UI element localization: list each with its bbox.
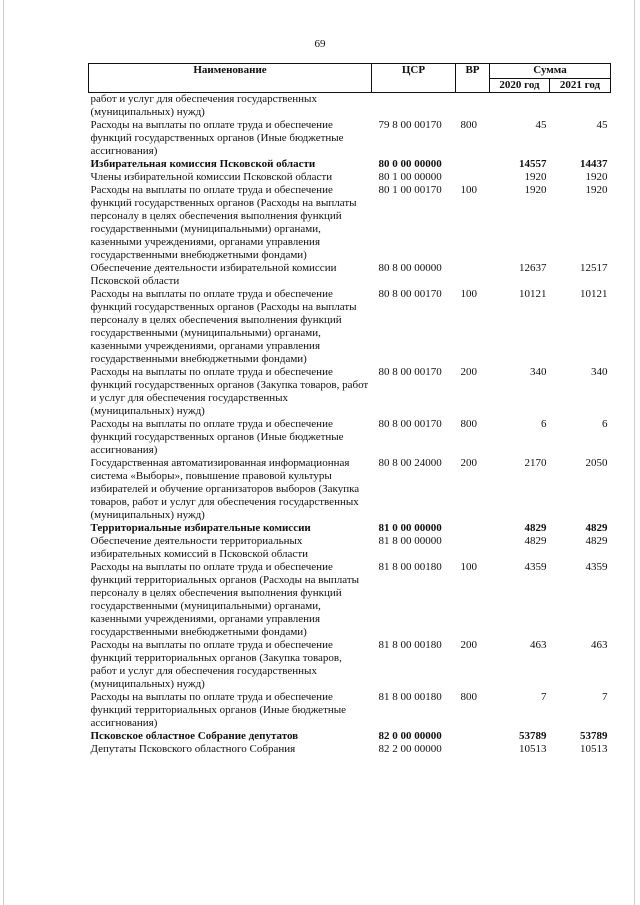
cell-vr xyxy=(456,535,490,561)
cell-2021 xyxy=(550,93,611,120)
cell-csr: 80 8 00 00170 xyxy=(378,288,442,300)
cell-name: Расходы на выплаты по оплате труда и обеспечение функций государственных органов (Иные бюджетные ассигнования) xyxy=(90,418,344,456)
table-row xyxy=(89,457,611,522)
cell-vr xyxy=(456,158,490,171)
cell-2020: 10513 xyxy=(519,743,547,755)
cell-vr: 200 xyxy=(460,457,477,469)
cell-csr: 81 8 00 00180 xyxy=(378,691,442,703)
cell-2021: 463 xyxy=(591,639,608,651)
cell-vr xyxy=(456,262,490,288)
cell-2020: 6 xyxy=(541,418,547,430)
cell-name: Расходы на выплаты по оплате труда и обеспечение функций государственных органов (Расходы на выплаты персоналу в целях обеспечения выполнения функций государственными (муниципальными) органами, казенными учреждениями, органами управления государственными внебюджетными фондами) xyxy=(90,184,357,261)
cell-csr: 80 1 00 00000 xyxy=(378,171,442,183)
header-sum: Сумма xyxy=(490,64,611,79)
cell-csr: 82 2 00 00000 xyxy=(378,743,442,755)
cell-2021: 340 xyxy=(591,366,608,378)
cell-vr xyxy=(456,730,490,743)
budget-table xyxy=(88,63,611,756)
cell-name: работ и услуг для обеспечения государственных (муниципальных) нужд) xyxy=(90,93,317,118)
cell-name: Расходы на выплаты по оплате труда и обеспечение функций государственных органов (Расходы на выплаты персоналу в целях обеспечения выполнения функций государственными (муниципальными) органами, казенными учреждениями, органами управления государственными внебюджетными фондами) xyxy=(90,288,357,365)
cell-2021: 10121 xyxy=(580,288,608,300)
cell-name: Расходы на выплаты по оплате труда и обеспечение функций государственных органов (Иные бюджетные ассигнования) xyxy=(90,119,344,157)
cell-2021: 1920 xyxy=(585,184,608,196)
header-csr: ЦСР xyxy=(372,64,456,93)
cell-name: Государственная автоматизированная информационная система «Выборы», повышение правовой культуры избирателей и обучение организаторов выборов (Закупка товаров, работ и услуг для обеспечения государственных (муниципальных) нужд) xyxy=(90,457,360,521)
cell-2020: 53789 xyxy=(519,730,547,742)
cell-name: Расходы на выплаты по оплате труда и обеспечение функций территориальных органов (Закупка товаров, работ и услуг для обеспечения государственных (муниципальных) нужд) xyxy=(90,639,342,690)
table-row xyxy=(89,119,611,158)
table-row xyxy=(89,639,611,691)
header-year-2021: 2021 год xyxy=(550,78,611,93)
table-row xyxy=(89,730,611,743)
table-row xyxy=(89,418,611,457)
cell-2021: 2050 xyxy=(585,457,608,469)
cell-name: Избирательная комиссия Псковской области xyxy=(90,158,316,170)
cell-csr xyxy=(372,93,456,120)
header-vr: ВР xyxy=(456,64,490,93)
table-row xyxy=(89,262,611,288)
header-year-2020: 2020 год xyxy=(490,78,550,93)
cell-csr: 80 8 00 24000 xyxy=(378,457,442,469)
cell-csr: 82 0 00 00000 xyxy=(378,730,442,742)
cell-2021: 4829 xyxy=(585,535,608,547)
page-number: 69 xyxy=(314,38,326,50)
cell-2020 xyxy=(490,93,550,120)
cell-csr: 80 8 00 00170 xyxy=(378,418,442,430)
cell-vr: 800 xyxy=(460,691,477,703)
table-row xyxy=(89,561,611,639)
cell-2021: 53789 xyxy=(580,730,608,742)
cell-2020: 12637 xyxy=(519,262,547,274)
cell-2021: 6 xyxy=(602,418,608,430)
cell-vr: 100 xyxy=(460,184,477,196)
cell-vr: 100 xyxy=(460,561,477,573)
cell-csr: 81 8 00 00180 xyxy=(378,561,442,573)
cell-vr: 100 xyxy=(460,288,477,300)
table-header xyxy=(89,64,611,93)
cell-2020: 10121 xyxy=(519,288,547,300)
cell-vr xyxy=(456,743,490,756)
cell-vr: 200 xyxy=(460,366,477,378)
cell-name: Псковское областное Собрание депутатов xyxy=(90,730,299,742)
cell-2021: 7 xyxy=(602,691,608,703)
table-row xyxy=(89,93,611,120)
table-row xyxy=(89,535,611,561)
cell-csr: 80 8 00 00000 xyxy=(378,262,442,274)
cell-csr: 81 0 00 00000 xyxy=(378,522,442,534)
cell-vr xyxy=(456,171,490,184)
header-name: Наименование xyxy=(89,64,372,93)
cell-2020: 45 xyxy=(535,119,547,131)
table-row xyxy=(89,288,611,366)
cell-csr: 80 0 00 00000 xyxy=(378,158,442,170)
table-row xyxy=(89,691,611,730)
cell-vr xyxy=(456,522,490,535)
cell-2020: 7 xyxy=(541,691,547,703)
cell-csr: 80 8 00 00170 xyxy=(378,366,442,378)
table-row xyxy=(89,158,611,171)
cell-2021: 14437 xyxy=(580,158,608,170)
cell-2020: 463 xyxy=(530,639,547,651)
scan-edge-left xyxy=(3,0,4,905)
cell-2020: 14557 xyxy=(519,158,547,170)
cell-vr: 800 xyxy=(460,418,477,430)
table-body xyxy=(89,93,611,757)
cell-name: Обеспечение деятельности избирательной комиссии Псковской области xyxy=(90,262,337,287)
cell-csr: 81 8 00 00180 xyxy=(378,639,442,651)
scan-edge-right xyxy=(634,0,635,905)
table-row xyxy=(89,743,611,756)
cell-vr: 800 xyxy=(460,119,477,131)
cell-name: Расходы на выплаты по оплате труда и обеспечение функций государственных органов (Закупка товаров, работ и услуг для обеспечения государственных (муниципальных) нужд) xyxy=(90,366,369,417)
cell-2021: 45 xyxy=(596,119,608,131)
cell-name: Члены избирательной комиссии Псковской области xyxy=(90,171,333,183)
cell-2021: 4359 xyxy=(585,561,608,573)
cell-2020: 4829 xyxy=(524,522,547,534)
cell-name: Территориальные избирательные комиссии xyxy=(90,522,311,534)
cell-2021: 1920 xyxy=(585,171,608,183)
table-row xyxy=(89,366,611,418)
cell-2020: 4829 xyxy=(524,535,547,547)
cell-name: Расходы на выплаты по оплате труда и обеспечение функций территориальных органов (Иные бюджетные ассигнования) xyxy=(90,691,347,729)
cell-2021: 4829 xyxy=(585,522,608,534)
cell-2020: 1920 xyxy=(524,171,547,183)
cell-csr: 80 1 00 00170 xyxy=(378,184,442,196)
cell-name: Депутаты Псковского областного Собрания xyxy=(90,743,296,755)
table-row xyxy=(89,184,611,262)
table-row xyxy=(89,522,611,535)
cell-2020: 2170 xyxy=(524,457,547,469)
cell-vr xyxy=(456,93,490,120)
cell-2020: 340 xyxy=(530,366,547,378)
cell-2021: 10513 xyxy=(580,743,608,755)
cell-csr: 81 8 00 00000 xyxy=(378,535,442,547)
cell-2020: 4359 xyxy=(524,561,547,573)
cell-2021: 12517 xyxy=(580,262,608,274)
cell-name: Обеспечение деятельности территориальных избирательных комиссий в Псковской области xyxy=(90,535,309,560)
cell-name: Расходы на выплаты по оплате труда и обеспечение функций территориальных органов (Расходы на выплаты персоналу в целях обеспечения выполнения функций государственными (муниципальными) органами, казенными учреждениями, органами управления государственными внебюджетными фондами) xyxy=(90,561,360,638)
cell-csr: 79 8 00 00170 xyxy=(378,119,442,131)
cell-2020: 1920 xyxy=(524,184,547,196)
table-row xyxy=(89,171,611,184)
cell-vr: 200 xyxy=(460,639,477,651)
